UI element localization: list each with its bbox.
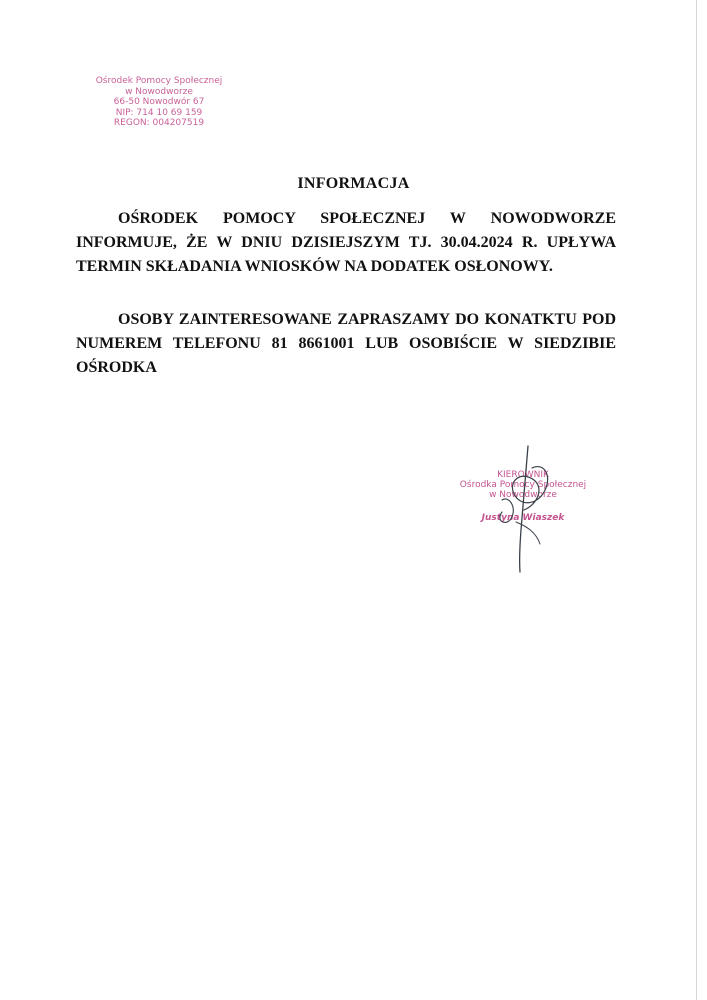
stamp-line-regon: REGON: 004207519	[113, 118, 205, 128]
document-title: INFORMACJA	[297, 175, 410, 192]
stamp-line-address: 66-50 Nowodwór 67	[113, 97, 205, 107]
contact-text: OSOBY ZAINTERESOWANE ZAPRASZAMY DO KONATKTU POD NUMEREM TELEFONU 81 8661001 LUB OSOBIŚCIE W SIEDZIBIE OŚRODKA	[76, 311, 616, 376]
stamp-org-line1: Ośrodka Pomocy Społecznej	[459, 480, 587, 490]
signature-block	[440, 440, 620, 580]
contact-paragraph	[76, 308, 616, 380]
stamp-role: KIEROWNIK	[497, 470, 549, 480]
organization-stamp	[74, 76, 244, 129]
stamp-org-line2: w Nowodworze	[489, 490, 557, 500]
stamp-line-nip: NIP: 714 10 69 159	[115, 107, 203, 118]
handwritten-signature	[440, 440, 620, 580]
announcement-paragraph	[76, 207, 616, 279]
stamp-line-name: Ośrodek Pomocy Społecznej	[95, 76, 223, 86]
stamp-name: Justyna Wiaszek	[481, 513, 565, 523]
page-edge-line	[696, 0, 697, 1000]
stamp-line-locality: w Nowodworze	[125, 86, 193, 97]
announcement-text: OŚRODEK POMOCY SPOŁECZNEJ W NOWODWORZE INFORMUJE, ŻE W DNIU DZISIEJSZYM TJ. 30.04.2024 R. UPŁYWA TERMIN SKŁADANIA WNIOSKÓW NA DODATEK OSŁONOWY.	[76, 210, 616, 275]
